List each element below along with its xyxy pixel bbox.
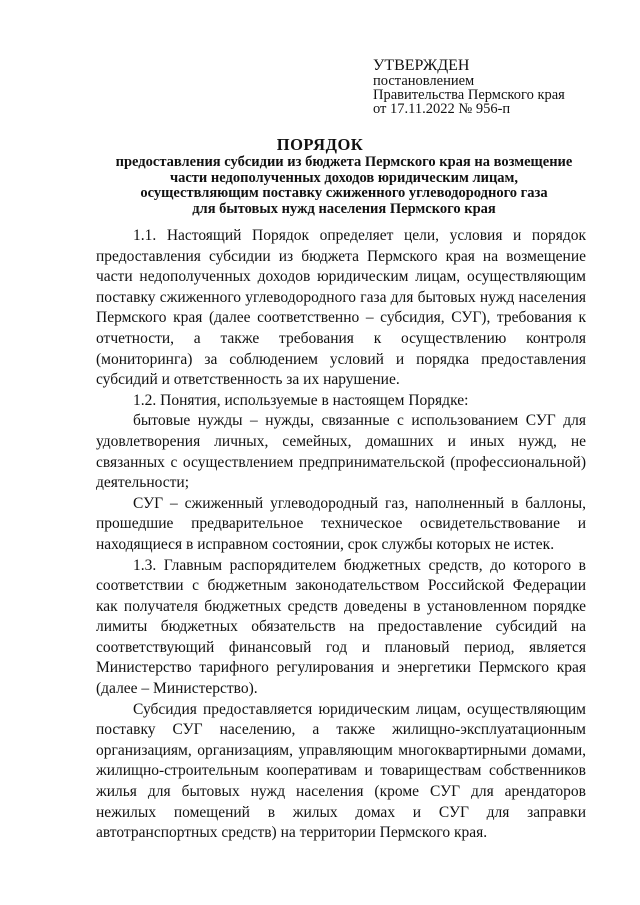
paragraph-recipients: Субсидия предоставляется юридическим лицам, осуществляющим поставку СУГ населению, а также жилищно-эксплуатационным организациям, организациям, управляющим многоквартирными домами, жилищно-строительным кооперативам и товариществам собственников жилья для бытовых нужд населения (кроме СУГ для арендаторов нежилых помещений в жилых домах и СУГ для заправки автотранспортных средств) на территории Пермского края. xyxy=(96,700,586,842)
approved-heading: УТВЕРЖДЕН xyxy=(373,57,470,74)
subtitle-line: осуществляющим поставку сжиженного углеводородного газа xyxy=(140,185,548,201)
paragraph-1-2: 1.2. Понятия, используемые в настоящем Порядке: xyxy=(133,391,469,409)
approval-line-government: Правительства Пермского края xyxy=(373,87,565,103)
paragraph-1-1: 1.1. Настоящий Порядок определяет цели, условия и порядок предоставления субсидии из бюджета Пермского края на возмещение части недополученных доходов юридическим лицам, осуществляющим поставку сжиженного углеводородного газа для бытовых нужд населения Пермского края (далее соответственно – субсидия, СУГ), требования к отчетности, а также требования к осуществлению контроля (мониторинга) за соблюдением условий и порядка предоставления субсидий и ответственность за их нарушение. xyxy=(96,227,586,389)
paragraph-1-3: 1.3. Главным распорядителем бюджетных средств, до которого в соответствии с бюджетным законодательством Российской Федерации как получателя бюджетных средств доведены в установленном порядке лимиты бюджетных обязательств на предоставление субсидий на соответствующий финансовый год и плановый период, является Министерство тарифного регулирования и энергетики Пермского края (далее – Министерство). xyxy=(96,556,586,698)
subtitle-line: части недополученных доходов юридическим лицам, xyxy=(169,169,519,186)
subtitle-line: для бытовых нужд населения Пермского края xyxy=(192,200,496,217)
definition-lpg: СУГ – сжиженный углеводородный газ, наполненный в баллоны, прошедшие предварительное техническое освидетельствование и находящиеся в исправном состоянии, срок службы которых не истек. xyxy=(96,494,586,553)
document-title: ПОРЯДОК xyxy=(276,135,364,154)
approval-line-resolution: постановлением xyxy=(373,73,475,89)
approval-line-date-number: от 17.11.2022 № 956-п xyxy=(373,101,511,117)
document-body xyxy=(96,226,586,844)
definition-household-needs: бытовые нужды – нужды, связанные с использованием СУГ для удовлетворения личных, семейных, домашних и иных нужд, не связанных с осуществлением предпринимательской (профессиональной) деятельности; xyxy=(96,412,586,492)
document-subtitle xyxy=(96,155,592,217)
subtitle-line: предоставления субсидии из бюджета Пермского края на возмещение xyxy=(115,154,573,170)
approval-block xyxy=(373,57,633,116)
